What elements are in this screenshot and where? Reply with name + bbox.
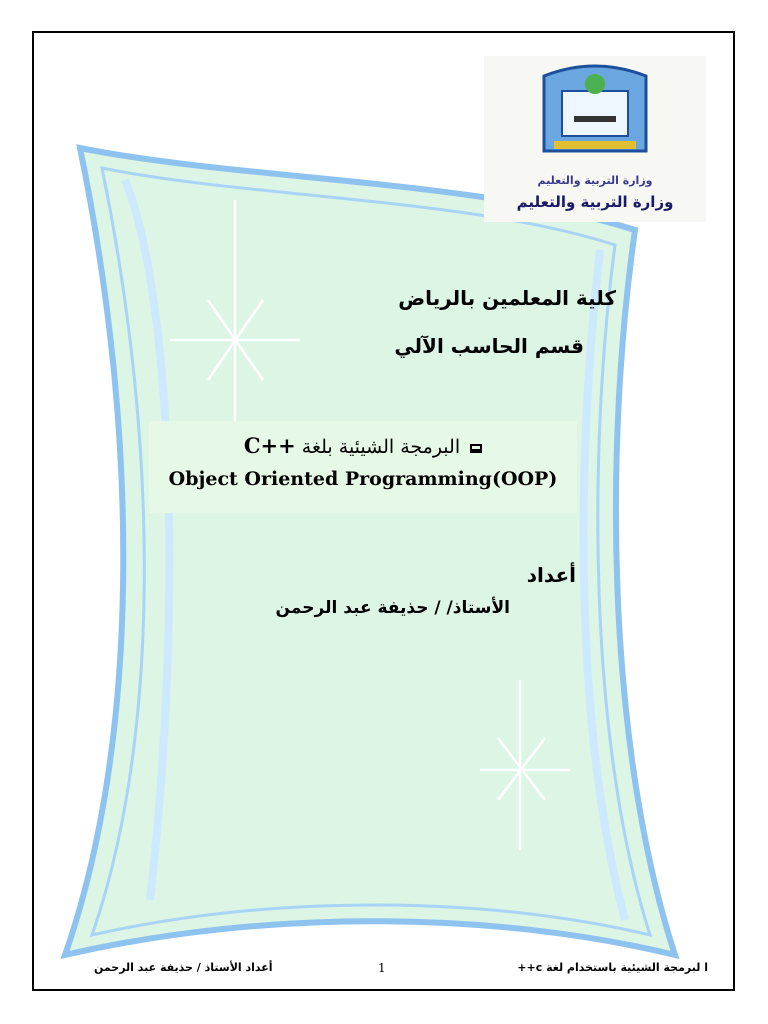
- footer-course: ا لبرمجة الشيئية باستخدام لغة c++: [517, 961, 708, 974]
- logo-ministry-small: وزارة التربية والتعليم: [537, 174, 653, 187]
- decorative-scroll-frame: [60, 140, 700, 970]
- computer-icon: [470, 444, 482, 453]
- college-heading: كلية المعلمين بالرياض: [398, 286, 616, 310]
- title-arabic: [149, 433, 577, 458]
- prepared-by-label: أعداد: [526, 563, 576, 587]
- footer-author: أعداد الأستاذ / حذيفة عبد الرحمن: [94, 961, 273, 974]
- department-heading: قسم الحاسب الآلي: [394, 334, 584, 358]
- title-english: Object Oriented Programming(OOP): [168, 468, 558, 490]
- title-box: [149, 421, 577, 513]
- footer-page-number: 1: [378, 961, 386, 975]
- logo-ministry-big: وزارة التربية والتعليم: [516, 193, 674, 211]
- title-language: C++: [243, 433, 296, 458]
- author-name: الأستاذ/ / حذيفة عبد الرحمن: [275, 598, 510, 618]
- title-arabic-prefix: البرمجة الشيئية بلغة: [301, 436, 461, 458]
